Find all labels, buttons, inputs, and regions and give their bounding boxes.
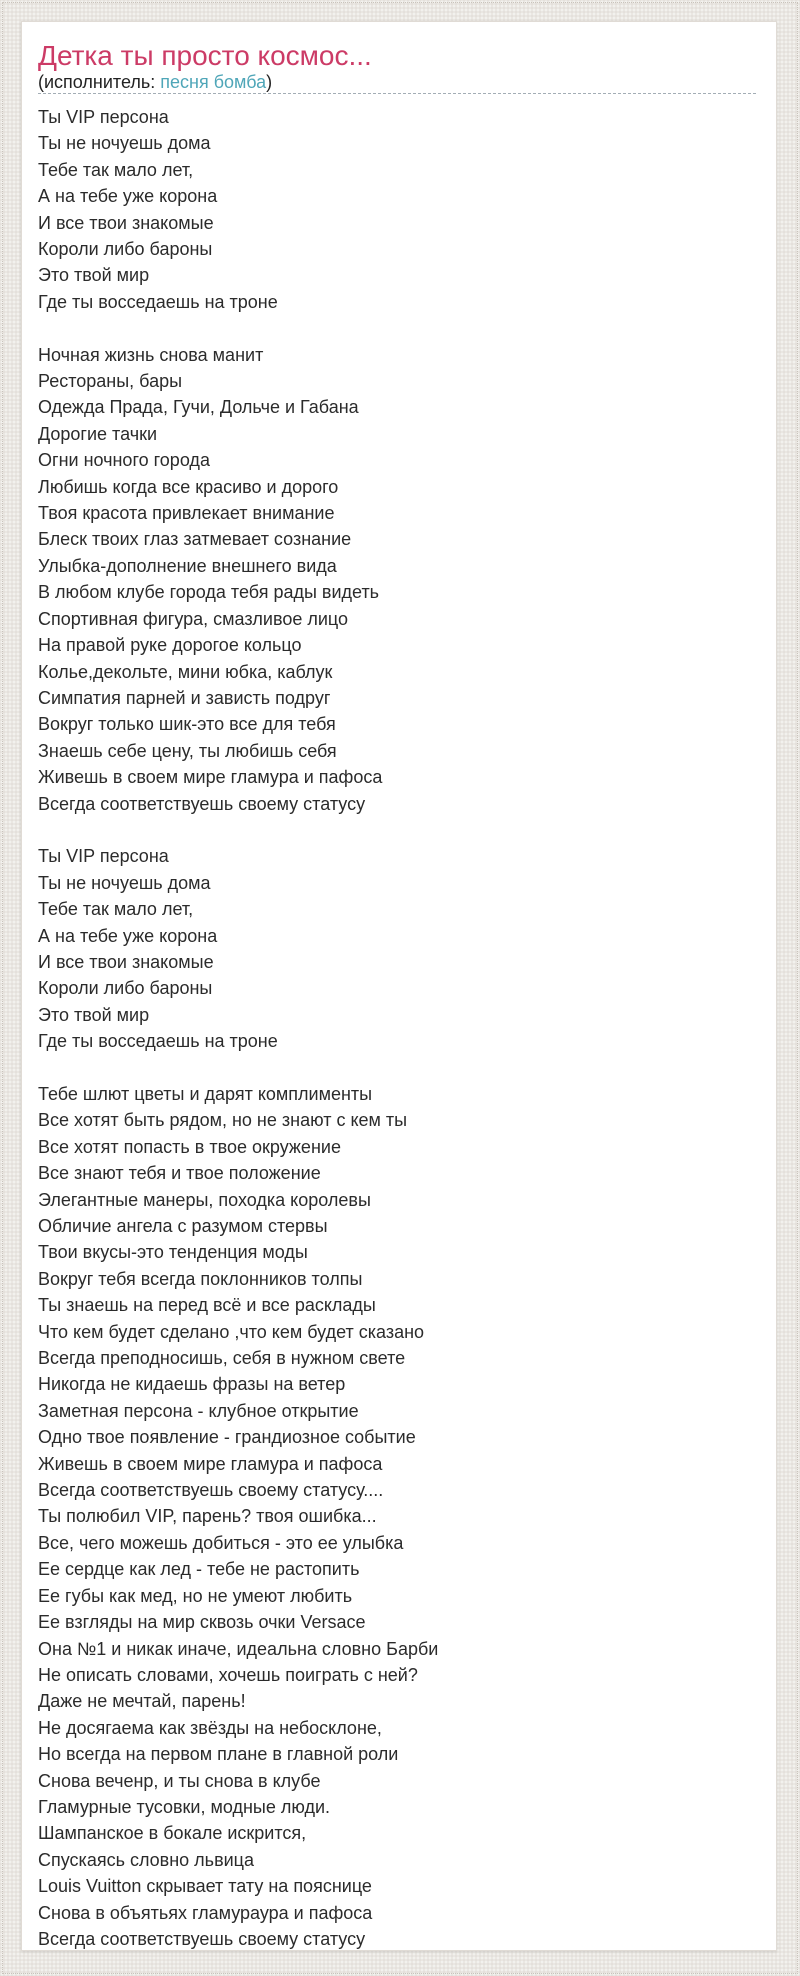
- lyric-line: Обличие ангела с разумом стервы: [38, 1216, 328, 1237]
- lyric-line: Элегантные манеры, походка королевы: [38, 1189, 371, 1210]
- lyric-line: Все, чего можешь добиться - это ее улыбка: [38, 1532, 404, 1553]
- lyric-line: Огни ночного города: [38, 450, 210, 471]
- lyric-line: На правой руке дорогое кольцо: [38, 635, 302, 656]
- lyric-line: Ты полюбил VIP, парень? твоя ошибка...: [38, 1506, 377, 1527]
- lyric-line: А на тебе уже корона: [38, 186, 218, 207]
- lyric-line: Не досягаема как звёзды на небосклоне,: [38, 1717, 382, 1738]
- lyric-line: Тебе шлют цветы и дарят комплименты: [38, 1083, 373, 1104]
- stanza: [38, 1081, 756, 1952]
- lyric-line: Никогда не кидаешь фразы на ветер: [38, 1374, 346, 1395]
- lyric-line: Снова веченр, и ты снова в клубе: [38, 1770, 321, 1791]
- lyrics-text: [38, 104, 756, 1952]
- lyric-line: И все твои знакомые: [38, 212, 214, 233]
- lyric-line: Ты VIP персона: [38, 107, 169, 127]
- lyric-line: Louis Vuitton скрывает тату на пояснице: [38, 1876, 372, 1897]
- lyric-line: Ты VIP персона: [38, 846, 169, 867]
- lyric-line: Тебе так мало лет,: [38, 899, 194, 920]
- lyric-line: Ее сердце как лед - тебе не растопить: [38, 1559, 360, 1580]
- lyric-line: Блеск твоих глаз затмевает сознание: [38, 529, 352, 550]
- lyric-line: Она №1 и никак иначе, идеальна словно Барби: [38, 1638, 439, 1659]
- lyric-line: Это твой мир: [38, 265, 150, 286]
- artist-link[interactable]: песня бомба: [160, 72, 267, 92]
- lyric-line: Снова в объятьях гламураура и пафоса: [38, 1902, 373, 1923]
- lyric-line: Колье,декольте, мини юбка, каблук: [38, 661, 333, 682]
- lyric-line: Заметная персона - клубное открытие: [38, 1400, 359, 1421]
- lyric-line: Твои вкусы-это тенденция моды: [38, 1242, 308, 1263]
- lyric-line: Живешь в своем мире гламура и пафоса: [38, 1453, 383, 1474]
- lyric-line: Дорогие тачки: [38, 423, 158, 444]
- lyric-line: Всегда соответствуешь своему статусу: [38, 1928, 366, 1949]
- lyric-line: Где ты восседаешь на троне: [38, 291, 278, 312]
- lyric-line: Улыбка-дополнение внешнего вида: [38, 555, 337, 576]
- lyric-line: Не описать словами, хочешь поиграть с ней?: [38, 1664, 418, 1685]
- lyric-line: Симпатия парней и зависть подруг: [38, 687, 331, 708]
- lyric-line: Живешь в своем мире гламура и пафоса: [38, 767, 383, 788]
- lyric-line: Ее взгляды на мир сквозь очки Versace: [38, 1612, 366, 1633]
- lyric-line: Любишь когда все красиво и дорого: [38, 476, 339, 497]
- artist-label-prefix: (исполнитель:: [38, 72, 161, 92]
- lyric-line: Твоя красота привлекает внимание: [38, 503, 335, 524]
- lyric-line: Всегда преподносишь, себя в нужном свете: [38, 1348, 406, 1369]
- song-title: Детка ты просто космос...: [38, 40, 372, 71]
- lyric-line: Вокруг только шик-это все для тебя: [38, 714, 336, 735]
- lyric-line: Одно твое появление - грандиозное событие: [38, 1427, 416, 1448]
- lyric-line: Ты знаешь на перед всё и все расклады: [38, 1295, 376, 1316]
- lyric-line: Короли либо бароны: [38, 239, 213, 260]
- lyric-line: Что кем будет сделано ,что кем будет сказано: [38, 1321, 425, 1342]
- lyric-line: В любом клубе города тебя рады видеть: [38, 582, 380, 603]
- artist-line: [38, 71, 756, 94]
- lyric-line: И все твои знакомые: [38, 951, 214, 972]
- lyric-line: Рестораны, бары: [38, 371, 183, 392]
- lyric-line: Где ты восседаешь на троне: [38, 1031, 278, 1052]
- lyric-line: Тебе так мало лет,: [38, 159, 194, 180]
- lyric-line: Все хотят быть рядом, но не знают с кем ты: [38, 1110, 408, 1131]
- lyric-line: Одежда Прада, Гучи, Дольче и Габана: [38, 397, 359, 418]
- lyric-line: Ты не ночуешь дома: [38, 872, 211, 893]
- lyric-line: Спортивная фигура, смазливое лицо: [38, 608, 349, 629]
- lyric-line: Гламурные тусовки, модные люди.: [38, 1796, 331, 1817]
- lyric-line: А на тебе уже корона: [38, 925, 218, 946]
- lyric-line: Ночная жизнь снова манит: [38, 344, 264, 365]
- lyric-line: Знаешь себе цену, ты любишь себя: [38, 740, 337, 761]
- lyric-line: Всегда соответствуешь своему статусу: [38, 793, 366, 814]
- lyric-line: Но всегда на первом плане в главной роли: [38, 1744, 399, 1765]
- lyric-line: Всегда соответствуешь своему статусу....: [38, 1480, 384, 1501]
- lyric-line: Даже не мечтай, парень!: [38, 1691, 246, 1712]
- lyric-line: Вокруг тебя всегда поклонников толпы: [38, 1268, 363, 1289]
- stanza: [38, 104, 756, 315]
- lyric-line: Это твой мир: [38, 1004, 150, 1025]
- lyric-line: Все знают тебя и твое положение: [38, 1163, 321, 1184]
- stanza: [38, 342, 756, 817]
- stanza: [38, 843, 756, 1054]
- lyric-line: Шампанское в бокале искрится,: [38, 1823, 307, 1844]
- lyric-line: Короли либо бароны: [38, 978, 213, 999]
- lyric-line: Спускаясь словно львица: [38, 1849, 254, 1870]
- lyric-line: Ты не ночуешь дома: [38, 133, 211, 154]
- content-card: [21, 21, 777, 1951]
- lyric-line: Ее губы как мед, но не умеют любить: [38, 1585, 353, 1606]
- artist-label-suffix: ): [266, 72, 273, 92]
- lyric-line: Все хотят попасть в твое окружение: [38, 1136, 341, 1157]
